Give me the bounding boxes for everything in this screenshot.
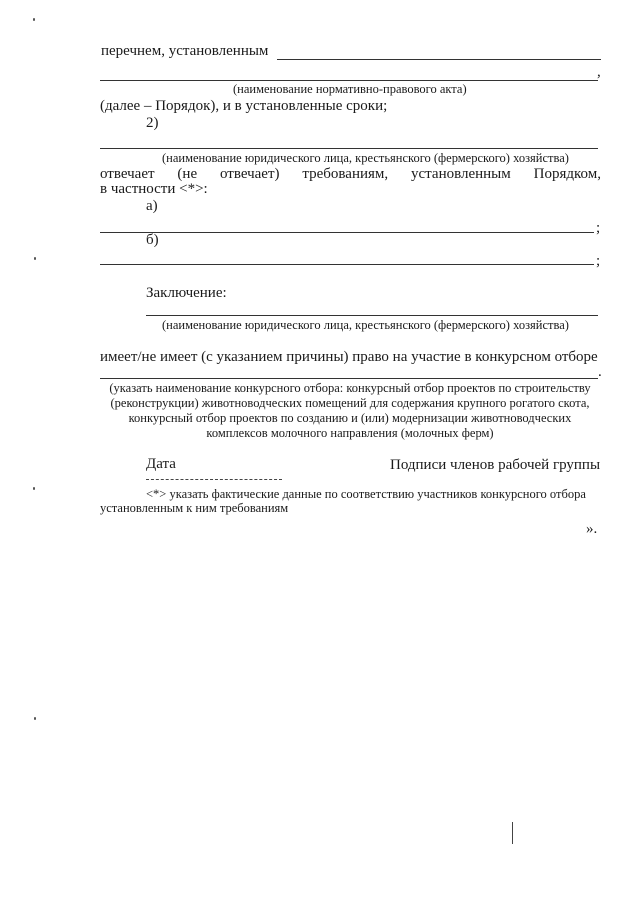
footnote-separator [146,479,282,480]
word: отвечает) [219,166,280,182]
conclusion-label: Заключение: [146,285,227,301]
item-a: а) [146,198,158,214]
period: . [598,364,602,380]
caption-line: конкурсный отбор проектов по созданию и (или) модернизации животноводческих [128,411,572,425]
word: отвечает [100,166,155,182]
item-number-2: 2) [146,115,159,131]
caption-line: комплексов молочного направления (молочных ферм) [206,426,494,440]
caption-entity-2: (наименование юридического лица, крестьянского (фермерского) хозяйства) [162,318,569,332]
margin-bar [512,822,513,844]
date-label: Дата [146,456,176,472]
caption-act: (наименование нормативно-правового акта) [233,82,467,96]
margin-mark [33,18,35,21]
signatures-label: Подписи членов рабочей группы [390,457,601,473]
fill-line [100,80,598,81]
item-b: б) [146,232,159,248]
footnote-line-2: установленным к ним требованиям [100,501,289,515]
fill-line [100,264,594,265]
list-intro-text: перечнем, установленным [101,43,269,59]
semicolon-b: ; [596,253,601,269]
has-right-text: имеет/не имеет (с указанием причины) право на участие в конкурсном отборе [100,349,598,365]
competition-caption [96,381,604,441]
fill-line [146,315,598,316]
caption-line: (указать наименование конкурсного отбора: конкурсный отбор проектов по строительству [109,381,591,395]
caption-entity: (наименование юридического лица, крестьянского (фермерского) хозяйства) [162,151,569,165]
in-particular-text: в частности <*>: [100,181,208,197]
fill-line [100,378,598,379]
fill-line [100,232,594,233]
fill-line [277,59,601,60]
margin-mark [34,717,36,720]
word: требованиям, [302,166,389,182]
closing-quote: ». [586,521,598,537]
fill-line [100,148,598,149]
word: (не [177,166,198,182]
margin-mark [33,487,35,490]
semicolon-a: ; [596,220,601,236]
caption-line: (реконструкции) животноводческих помещений для содержания крупного рогатого скота, [110,396,590,410]
margin-mark [34,257,36,260]
footnote-line-1: <*> указать фактические данные по соответствию участников конкурсного отбора [146,487,586,501]
word: установленным [411,166,511,182]
further-text: (далее – Порядок), и в установленные сроки; [100,98,388,114]
word: Порядком, [533,166,601,182]
comma: , [597,64,601,80]
